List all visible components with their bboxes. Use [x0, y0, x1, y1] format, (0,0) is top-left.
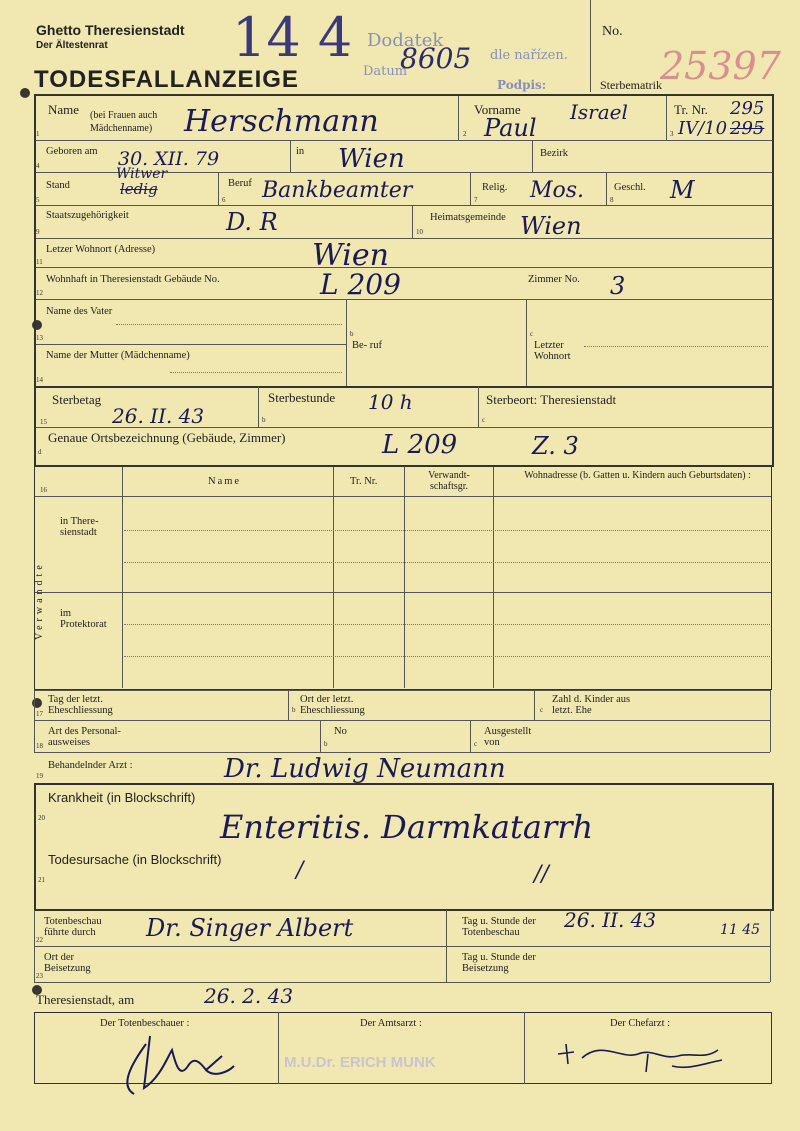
- totenbeschau-label: Totenbeschau führte durch: [44, 916, 102, 938]
- punch-hole: [20, 88, 30, 98]
- no-label: No.: [602, 24, 623, 39]
- ehe-ort-label: Ort der letzt. Eheschliessung: [300, 694, 365, 716]
- vorname-value-1[interactable]: Israel: [570, 100, 628, 124]
- heimat-label: Heimatsgemeinde: [430, 212, 506, 223]
- arzt-label: Behandelnder Arzt :: [48, 760, 133, 771]
- in-label: in: [296, 146, 305, 157]
- signature-chefarzt: [552, 1030, 742, 1080]
- sig1-label: Der Totenbeschauer :: [100, 1018, 190, 1029]
- ortsbez-value-1[interactable]: L 209: [382, 430, 458, 460]
- todesursache-label: Todesursache (in Blockschrift): [48, 852, 222, 867]
- geboren-value[interactable]: 30. XII. 79: [118, 148, 220, 170]
- heimat-value[interactable]: Wien: [520, 212, 582, 240]
- ausweis-no-label: No: [334, 726, 347, 737]
- sterbeort-label: Sterbeort: Theresienstadt: [486, 392, 617, 407]
- trnr-label: Tr. Nr.: [674, 102, 708, 117]
- bezirk-label: Bezirk: [540, 148, 568, 159]
- staat-value[interactable]: D. R: [226, 208, 278, 236]
- tag-totenbeschau-value[interactable]: 26. II. 43: [564, 908, 657, 932]
- zimmer-value[interactable]: 3: [610, 272, 626, 300]
- sterbetag-value[interactable]: 26. II. 43: [112, 404, 205, 428]
- todesursache-value-2[interactable]: //: [534, 862, 549, 887]
- krankheit-value[interactable]: Enteritis. Darmkatarrh: [220, 808, 594, 846]
- stamp-dodatek: Dodatek: [367, 30, 444, 51]
- handwritten-number: 14 4: [232, 6, 353, 69]
- stand-label: Stand: [46, 180, 70, 191]
- trnr-value-1[interactable]: 295: [730, 98, 765, 119]
- im-protektorat-label: im Protektorat: [60, 608, 107, 630]
- krankheit-label: Krankheit (in Blockschrift): [48, 790, 196, 805]
- sterbestunde-value[interactable]: 10 h: [368, 390, 413, 414]
- org-name: Ghetto Theresienstadt: [36, 22, 185, 38]
- geboren-label: Geboren am: [46, 146, 98, 157]
- letzter-wohnort-label: Letzter Wohnort: [534, 340, 571, 362]
- name-label: Name: [48, 102, 80, 117]
- stamp-datum: Datum: [363, 64, 408, 79]
- name-value[interactable]: Herschmann: [184, 104, 379, 139]
- beisetzung-ort-label: Ort der Beisetzung: [44, 952, 91, 974]
- tag-totenbeschau-label: Tag u. Stunde der Totenbeschau: [462, 916, 536, 938]
- in-theresienstadt-label: in There- sienstadt: [60, 516, 99, 538]
- rel-grad-header: Verwandt- schaftsgr.: [428, 470, 470, 492]
- vater-label: Name des Vater: [46, 306, 113, 317]
- name-sublabel: (bei Frauen auch Mädchenname): [90, 110, 158, 134]
- place-date-label: Theresienstadt, am: [36, 992, 135, 1007]
- tag-totenbeschau-time[interactable]: 11 45: [720, 922, 761, 938]
- beruf-label: Beruf: [228, 178, 252, 189]
- ausgestellt-label: Ausgestellt von: [484, 726, 532, 748]
- wohnort-value[interactable]: Wien: [312, 238, 389, 273]
- stamp-narizen: dle nařízen.: [490, 48, 568, 63]
- ehe-tag-label: Tag der letzt. Eheschliessung: [48, 694, 113, 716]
- arzt-value[interactable]: Dr. Ludwig Neumann: [224, 754, 506, 784]
- sterbematrik-label: Sterbematrik: [600, 78, 662, 92]
- beisetzung-tag-label: Tag u. Stunde der Beisetzung: [462, 952, 536, 974]
- mutter-label: Name der Mutter (Mädchenname): [46, 350, 190, 361]
- rel-name-header: Name: [208, 476, 242, 487]
- todesursache-value-1[interactable]: /: [296, 858, 304, 883]
- vorname-value-2[interactable]: Paul: [484, 114, 537, 142]
- sig2-label: Der Amtsarzt :: [360, 1018, 422, 1029]
- sig3-label: Der Chefarzt :: [610, 1018, 671, 1029]
- ortsbez-value-2[interactable]: Z. 3: [532, 432, 579, 460]
- kinder-label: Zahl d. Kinder aus letzt. Ehe: [552, 694, 631, 716]
- totenbeschau-value[interactable]: Dr. Singer Albert: [146, 914, 354, 942]
- red-number: 25397: [660, 44, 781, 88]
- trnr-value-3[interactable]: 295: [730, 118, 765, 139]
- beruf2-label: Be- ruf: [352, 340, 383, 351]
- form-title: TODESFALLANZEIGE: [34, 66, 299, 93]
- geschl-value[interactable]: M: [670, 176, 695, 204]
- wohnort-label: Letzer Wohnort (Adresse): [46, 244, 156, 255]
- verwandte-label: Verwandte: [34, 561, 45, 640]
- trnr-value-2[interactable]: IV/10: [678, 118, 728, 139]
- in-value[interactable]: Wien: [338, 144, 405, 174]
- place-date-value[interactable]: 26. 2. 43: [204, 984, 294, 1008]
- ausweis-label: Art des Personal- ausweises: [48, 726, 121, 748]
- ortsbez-label: Genaue Ortsbezeichnung (Gebäude, Zimmer): [48, 430, 286, 445]
- amtsarzt-stamp: M.U.Dr. ERICH MUNK: [284, 1054, 436, 1071]
- rel-trnr-header: Tr. Nr.: [350, 476, 378, 487]
- gebaeude-label: Wohnhaft in Theresienstadt Gebäude No.: [46, 274, 220, 285]
- org-council: Der Ältestenrat: [36, 40, 108, 51]
- stand-value[interactable]: Witwer: [116, 166, 168, 182]
- staat-label: Staatszugehörigkeit: [46, 210, 129, 221]
- beruf-value[interactable]: Bankbeamter: [262, 178, 413, 203]
- relig-label: Relig.: [482, 182, 508, 193]
- sterbestunde-label: Sterbestunde: [268, 390, 336, 405]
- stamp-podpis: Podpis:: [497, 78, 547, 92]
- geschl-label: Geschl.: [614, 182, 646, 193]
- zimmer-label: Zimmer No.: [528, 274, 580, 285]
- vorname-label: Vorname: [474, 102, 521, 117]
- stand-struck-value: ledig: [120, 180, 158, 198]
- relig-value[interactable]: Mos.: [530, 178, 585, 203]
- signature-totenbeschauer: [110, 1026, 250, 1100]
- handwritten-stamp-number: 8605: [400, 42, 472, 75]
- header-divider: [590, 0, 591, 92]
- rel-adresse-header: Wohnadresse (b. Gatten u. Kindern auch Geburtsdaten) :: [524, 470, 751, 481]
- gebaeude-value[interactable]: L 209: [320, 268, 401, 301]
- sterbetag-label: Sterbetag: [52, 392, 102, 407]
